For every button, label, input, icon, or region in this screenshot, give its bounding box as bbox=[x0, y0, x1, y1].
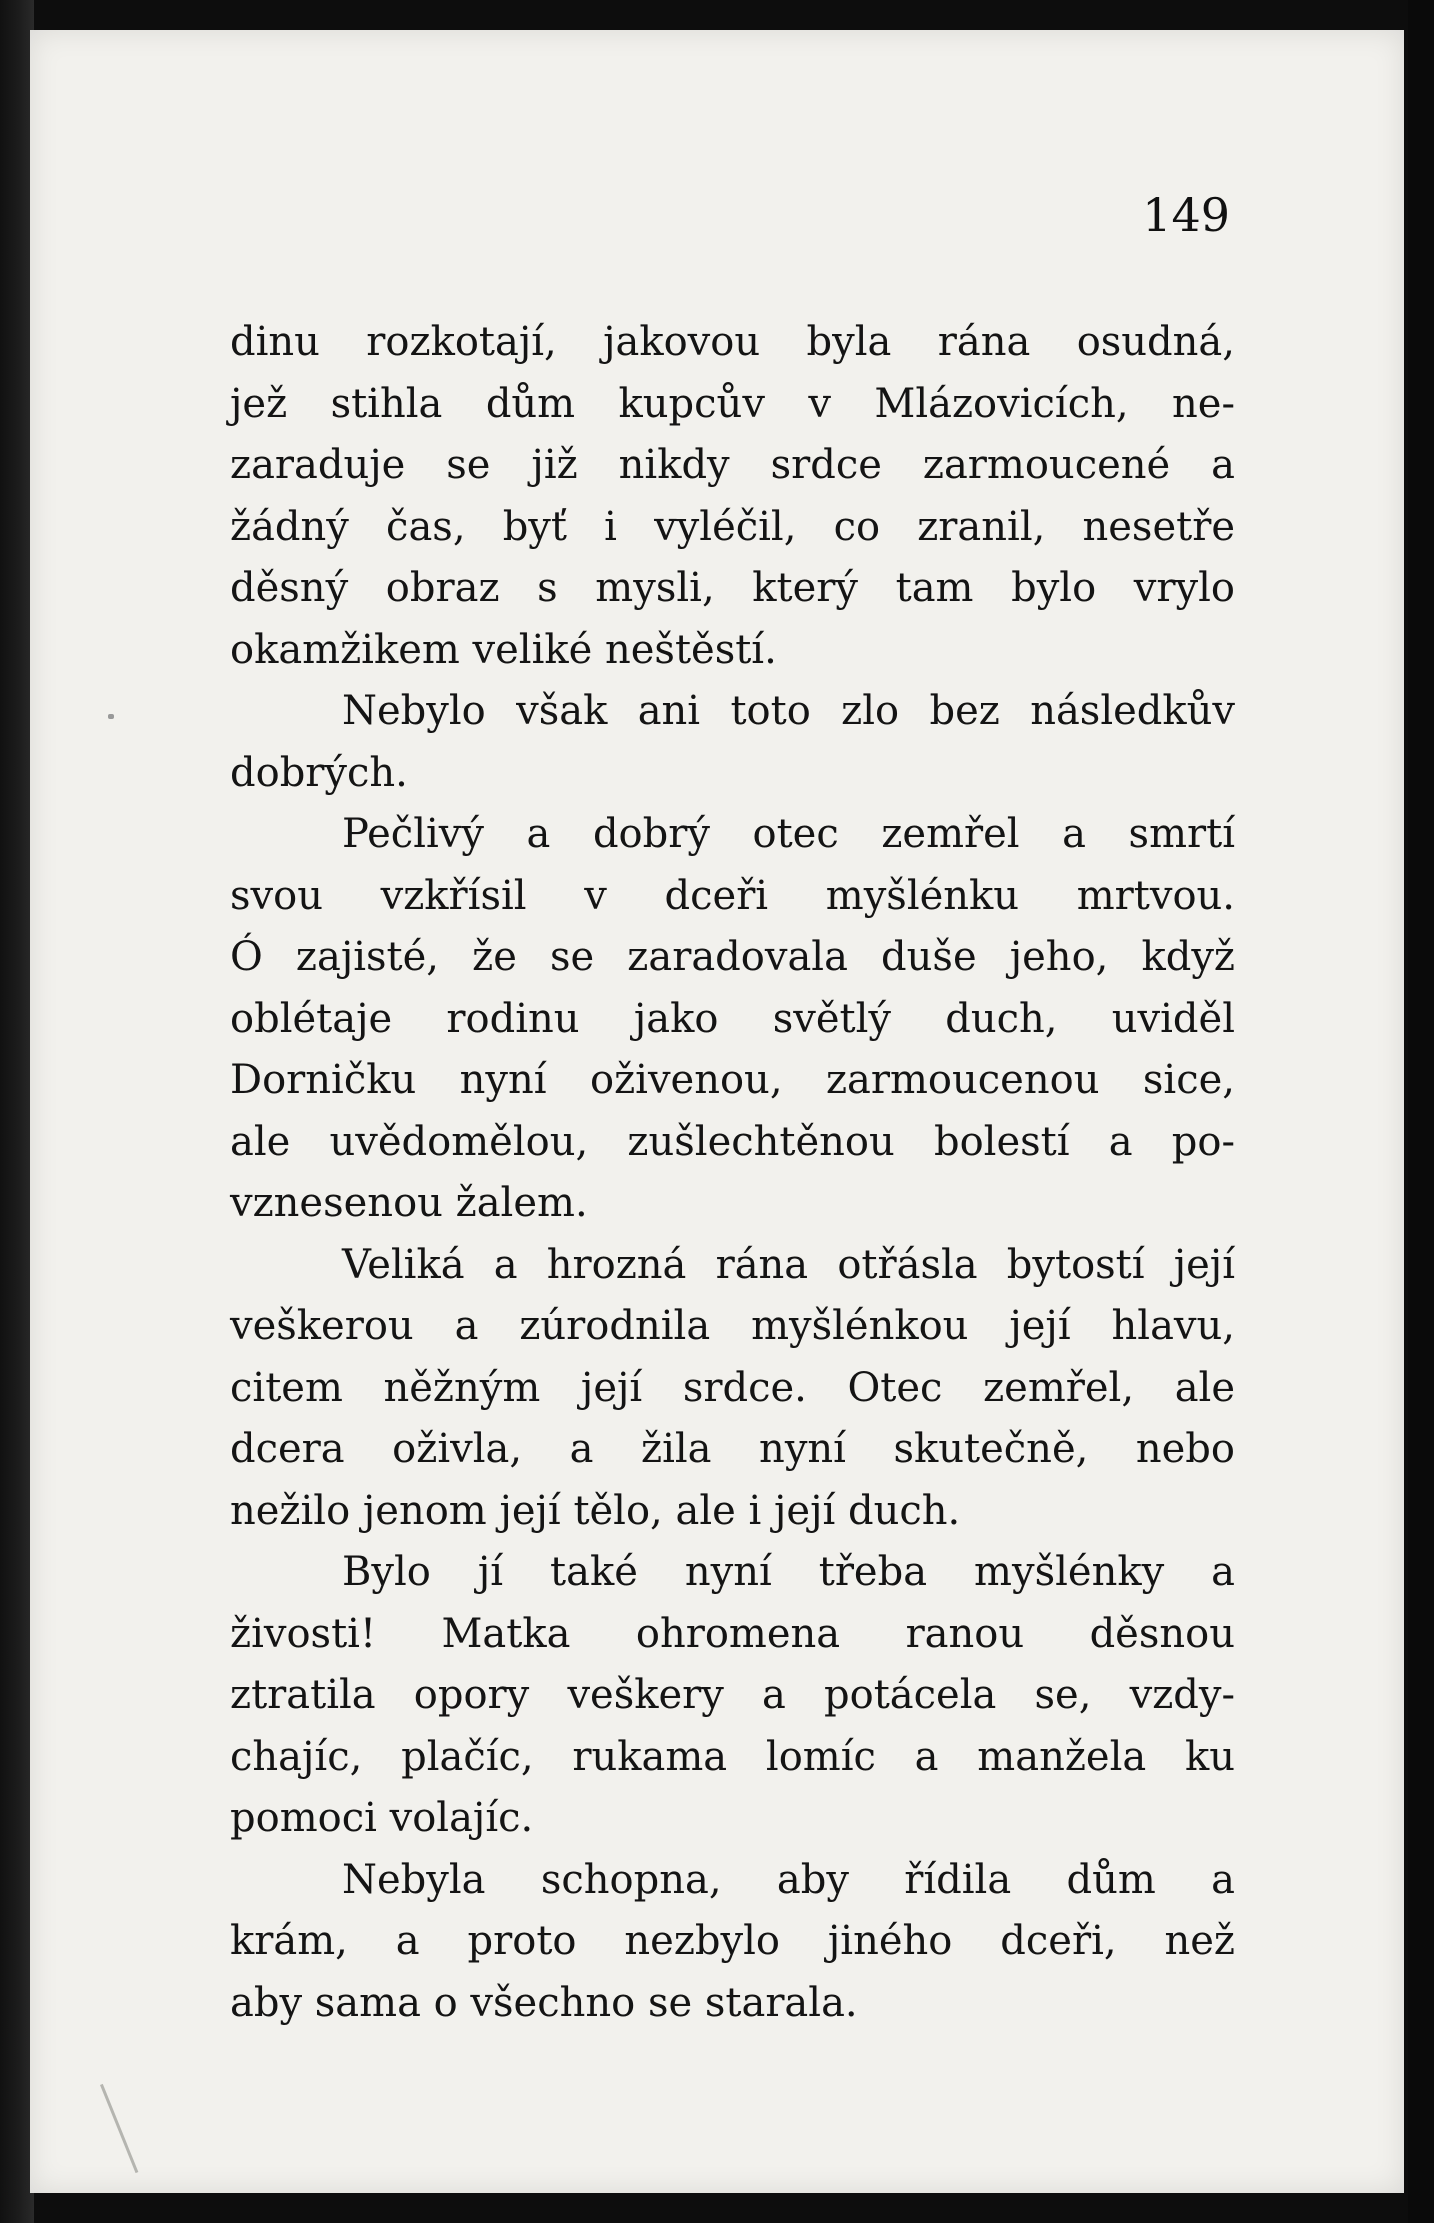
text-line: Pečlivý a dobrý otec zemřel a smrtí bbox=[342, 811, 1235, 857]
text-line: aby sama o všechno se starala. bbox=[230, 1979, 858, 2026]
text-line: ale uvědomělou, zušlechtěnou bolestí a po- bbox=[230, 1118, 1235, 1165]
text-line: nežilo jenom její tělo, ale i její duch. bbox=[230, 1487, 961, 1534]
text-line: žádný čas, byť i vyléčil, co zranil, nesetře bbox=[230, 503, 1235, 550]
text-line: dinu rozkotají, jakovou byla rána osudná, bbox=[230, 319, 1235, 365]
text-line: Veliká a hrozná rána otřásla bytostí její bbox=[342, 1241, 1235, 1288]
book-spine-edge bbox=[0, 0, 34, 2223]
text-line: dobrých. bbox=[230, 749, 408, 796]
text-line: oblétaje rodinu jako světlý duch, uviděl bbox=[230, 995, 1235, 1042]
text-line: chajíc, plačíc, rukama lomíc a manžela ku bbox=[230, 1733, 1235, 1780]
text-line: živosti! Matka ohromena ranou děsnou bbox=[230, 1610, 1235, 1657]
text-line: zaraduje se již nikdy srdce zarmoucené a bbox=[230, 442, 1235, 488]
text-line: krám, a proto nezbylo jiného dceři, než bbox=[230, 1918, 1235, 1964]
text-line: vznesenou žalem. bbox=[230, 1180, 588, 1226]
scan-border-right bbox=[1408, 0, 1434, 2223]
text-line: dcera oživla, a žila nyní skutečně, nebo bbox=[230, 1426, 1235, 1472]
text-line: pomoci volajíc. bbox=[230, 1795, 534, 1841]
text-line: svou vzkřísil v dceři myšlénku mrtvou. bbox=[230, 872, 1235, 919]
text-line: veškerou a zúrodnila myšlénkou její hlavu, bbox=[230, 1303, 1235, 1349]
text-line: děsný obraz s mysli, který tam bylo vrylo bbox=[230, 565, 1235, 611]
text-line: okamžikem veliké neštěstí. bbox=[230, 626, 777, 673]
page-number: 149 bbox=[1142, 188, 1230, 242]
text-line: Nebyla schopna, aby řídila dům a bbox=[342, 1856, 1235, 1903]
text-line: Dorničku nyní oživenou, zarmoucenou sice, bbox=[230, 1057, 1235, 1103]
text-line: ztratila opory veškery a potácela se, vzdy- bbox=[230, 1672, 1235, 1718]
text-line: Nebylo však ani toto zlo bez následkův bbox=[342, 688, 1235, 734]
text-line: jež stihla dům kupcův v Mlázovicích, ne- bbox=[230, 380, 1235, 427]
ink-speck bbox=[108, 714, 114, 719]
text-line: Ó zajisté, že se zaradovala duše jeho, když bbox=[230, 934, 1235, 980]
text-line: citem něžným její srdce. Otec zemřel, ale bbox=[230, 1364, 1235, 1411]
text-line: Bylo jí také nyní třeba myšlénky a bbox=[342, 1549, 1235, 1595]
body-text bbox=[230, 312, 1235, 2034]
